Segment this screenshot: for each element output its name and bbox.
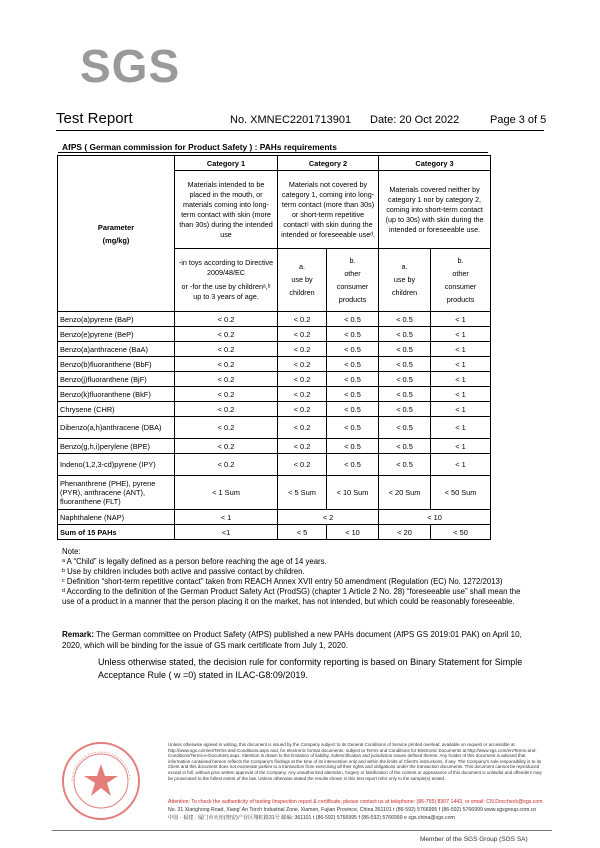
limit-cell: < 0.5 — [379, 357, 431, 372]
limit-cell: < 0.2 — [278, 439, 327, 454]
parameter-name: Benzo(j)fluoranthene (BjF) — [58, 372, 175, 387]
limit-cell: < 0.2 — [175, 372, 278, 387]
limit-cell: < 1 — [431, 327, 491, 342]
limit-cell: < 0.2 — [278, 312, 327, 327]
limit-cell: < 0.5 — [327, 417, 379, 439]
page-number: Page 3 of 5 — [490, 114, 547, 126]
note-d: ᵈ According to the definition of the German Product Safety Act (ProdSG) (chapter 1 Article 2 No. 28) “foreseeable use” shall mean the use of a product in a manner that the person placing it on the market, has not intended, but which could be reasonably foreseeable. — [62, 587, 521, 606]
limit-cell: < 0.5 — [379, 402, 431, 417]
limit-cell: < 0.5 — [327, 439, 379, 454]
decision-rule: Unless otherwise stated, the decision rule for conformity reporting is based on Binary Statement for Simple Acceptance Rule ( w =0) stated in ILAC-G8:09/2019. — [98, 657, 523, 680]
category-2-header: Category 2 — [278, 156, 379, 171]
limit-cell: < 0.2 — [175, 402, 278, 417]
naphthalene-row: Naphthalene (NAP) < 1 < 2 < 10 — [58, 510, 491, 525]
limit-cell: < 1 — [431, 387, 491, 402]
limit-cell: < 1 — [431, 439, 491, 454]
limit-cell: < 0.2 — [278, 357, 327, 372]
table-row — [58, 476, 491, 510]
limit-cell: < 5 Sum — [278, 476, 327, 510]
report-title: Test Report — [56, 110, 133, 127]
limit-cell: < 50 Sum — [431, 476, 491, 510]
terms-fine-print: Unless otherwise agreed in writing, this document is issued by the Company subject to its General Conditions of Service printed overleaf, available on request or accessible at http://www.sgs.com/en/Terms-and-Conditions.aspx and, for electronic format documents, subject to Terms and Conditions for Electronic Documents at http://www.sgs.com/en/Terms-and-Conditions/Terms-e-Document.aspx. Attention is drawn to the limitation of liability, indemnification and jurisdiction issues defined therein. Any holder of this document is advised that information contained hereon reflects the Company's findings at the time of its intervention only and within the limits of Client's instructions, if any. The Company's sole responsibility is to its Client and this document does not exonerate parties to a transaction from exercising all their rights and obligations under the transaction documents. This document cannot be reproduced except in full, without prior written approval of the Company. Any unauthorized alteration, forgery or falsification of the content or appearance of this document is unlawful and offenders may be prosecuted to the fullest extent of the law. Unless otherwise stated the results shown in this test report refer only to the sample(s) tested. — [168, 742, 542, 781]
remark-label: Remark: — [62, 630, 95, 639]
attention-line: Attention: To check the authenticity of testing /inspection report & certificate, please contact us at telephone: (86-755) 8307 1443, or email: CN.Doccheck@sgs.com — [168, 799, 543, 805]
parameter-name: Benzo(a)pyrene (BaP) — [58, 312, 175, 327]
limit-cell: < 0.5 — [379, 439, 431, 454]
report-date: Date: 20 Oct 2022 — [370, 114, 460, 126]
limit-cell: < 0.2 — [175, 454, 278, 476]
limit-cell: < 1 — [431, 454, 491, 476]
parameter-name: Benzo(k)fluoranthene (BkF) — [58, 387, 175, 402]
limit-cell: < 1 — [431, 312, 491, 327]
category-3-sub-b: b. other consumer products — [431, 249, 491, 312]
sgs-logo — [80, 38, 181, 92]
address-chinese: 中国 · 福建 · 厦门市火炬(翔安)产业区翔虹路31号 邮编: 361101 t (86-592) 5766995 f (86-592) 5766999 e sgs.china@sgs.com — [168, 815, 455, 821]
note-b: ᵇ Use by children includes both active and passive contact by children. — [62, 567, 305, 576]
pahs-requirements-table — [57, 155, 491, 540]
header-rule — [56, 130, 544, 131]
limit-cell: < 0.2 — [278, 327, 327, 342]
limit-cell: < 1 Sum — [175, 476, 278, 510]
table-row — [58, 402, 491, 417]
limit-cell: < 0.5 — [327, 312, 379, 327]
limit-cell: < 1 — [431, 402, 491, 417]
member-statement: Member of the SGS Group (SGS SA) — [420, 836, 528, 843]
limit-cell: < 0.5 — [327, 357, 379, 372]
remark-text: The German committee on Product Safety (AfPS) published a new PAHs document (AfPS GS 2019:01 PAK) on April 10, 2020, which will be binding for the issue of GS mark certificate from July 1, 2020. — [62, 630, 522, 650]
parameter-name: Benzo(a)anthracene (BaA) — [58, 342, 175, 357]
limit-cell: < 0.5 — [327, 342, 379, 357]
section-rule — [58, 152, 488, 153]
limit-cell: < 1 — [431, 372, 491, 387]
footer-address — [168, 798, 553, 822]
limit-cell: < 0.5 — [327, 402, 379, 417]
limit-cell: < 0.2 — [278, 417, 327, 439]
table-row — [58, 387, 491, 402]
category-2-description: Materials not covered by category 1, coming into long-term contact (more than 30s) or short-term repetitive contactᶜ with skin during the intended or foreseeable useᵈ. — [278, 171, 379, 249]
limit-cell: < 0.2 — [175, 439, 278, 454]
limit-cell: < 0.5 — [379, 342, 431, 357]
limit-cell: < 0.5 — [379, 372, 431, 387]
limit-cell: < 0.5 — [327, 372, 379, 387]
limit-cell: < 0.5 — [327, 387, 379, 402]
report-number: No. XMNEC2201713901 — [230, 114, 352, 126]
notes-title: Note: — [62, 547, 81, 556]
table-row — [58, 372, 491, 387]
parameter-name: Phenanthrene (PHE), pyrene (PYR), anthracene (ANT), fluoranthene (FLT) — [58, 476, 175, 510]
parameter-name: Benzo(e)pyrene (BeP) — [58, 327, 175, 342]
limit-cell: < 0.2 — [278, 402, 327, 417]
parameter-name: Indeno(1,2,3-cd)pyrene (IPY) — [58, 454, 175, 476]
note-a: ᵃ A “Child” is legally defined as a person before reaching the age of 14 years. — [62, 557, 327, 566]
limit-cell: < 0.2 — [278, 387, 327, 402]
parameter-header: Parameter (mg/kg) — [58, 156, 175, 312]
limit-cell: < 0.5 — [379, 312, 431, 327]
parameter-name: Benzo(g,h,i)perylene (BPE) — [58, 439, 175, 454]
category-3-description: Materials covered neither by category 1 nor by category 2, coming into short-term contact (up to 30s) with skin during the intended or foreseeable use. — [379, 171, 491, 249]
limit-cell: < 0.2 — [175, 417, 278, 439]
category-1-description: Materials intended to be placed in the mouth, or materials coming into long-term contact with skin (more than 30s) during the intended use — [175, 171, 278, 249]
table-row — [58, 417, 491, 439]
table-row — [58, 312, 491, 327]
limit-cell: < 0.2 — [175, 357, 278, 372]
limit-cell: < 0.2 — [175, 312, 278, 327]
parameter-name: Chrysene (CHR) — [58, 402, 175, 417]
limit-cell: < 0.5 — [379, 387, 431, 402]
category-1-header: Category 1 — [175, 156, 278, 171]
note-c: ᶜ Definition “short-term repetitive contact” taken from REACH Annex XVII entry 50 amendment (Regulation (EC) No. 1272/2013) — [62, 577, 503, 586]
section-title: AfPS ( German commission for Product Safety ) : PAHs requirements — [62, 142, 337, 152]
limit-cell: < 0.2 — [278, 342, 327, 357]
limit-cell: < 0.2 — [278, 454, 327, 476]
category-3-sub-a: a. use by children — [379, 249, 431, 312]
category-2-sub-a: a. use by children — [278, 249, 327, 312]
limit-cell: < 0.2 — [175, 327, 278, 342]
table-row — [58, 327, 491, 342]
category-2-sub-b: b. other consumer products — [327, 249, 379, 312]
limit-cell: < 1 — [431, 342, 491, 357]
limit-cell: < 0.2 — [175, 342, 278, 357]
table-row — [58, 342, 491, 357]
notes-section — [62, 547, 532, 607]
limit-cell: < 0.2 — [175, 387, 278, 402]
address-english: No. 31 Xianghong Road, Xiang' An Torch Industrial Zone, Xiamen, Fujian Province, China 361101 t (86-592) 5766995 f (86-592) 5766999 www.sgsgroup.com.cn — [168, 807, 537, 813]
footer-rule — [52, 830, 552, 831]
limit-cell: < 0.5 — [327, 327, 379, 342]
table-row — [58, 439, 491, 454]
sum-row: Sum of 15 PAHs <1 < 5 < 10 < 20 < 50 — [58, 525, 491, 540]
category-1-toys-description: -in toys according to Directive 2009/48/EC or -for the use by childrenᵃ,ᵇ up to 3 years of age. — [175, 249, 278, 312]
svg-text:SGS: SGS — [80, 40, 181, 92]
limit-cell: < 1 — [431, 417, 491, 439]
limit-cell: < 0.5 — [379, 417, 431, 439]
remark — [62, 630, 532, 651]
limit-cell: < 1 — [431, 357, 491, 372]
table-row — [58, 454, 491, 476]
limit-cell: < 0.5 — [379, 327, 431, 342]
limit-cell: < 0.5 — [379, 454, 431, 476]
limit-cell: < 0.2 — [278, 372, 327, 387]
inspection-seal-icon — [60, 740, 142, 822]
parameter-name: Dibenzo(a,h)anthracene (DBA) — [58, 417, 175, 439]
table-row — [58, 357, 491, 372]
limit-cell: < 0.5 — [327, 454, 379, 476]
parameter-name: Benzo(b)fluoranthene (BbF) — [58, 357, 175, 372]
limit-cell: < 20 Sum — [379, 476, 431, 510]
category-3-header: Category 3 — [379, 156, 491, 171]
limit-cell: < 10 Sum — [327, 476, 379, 510]
